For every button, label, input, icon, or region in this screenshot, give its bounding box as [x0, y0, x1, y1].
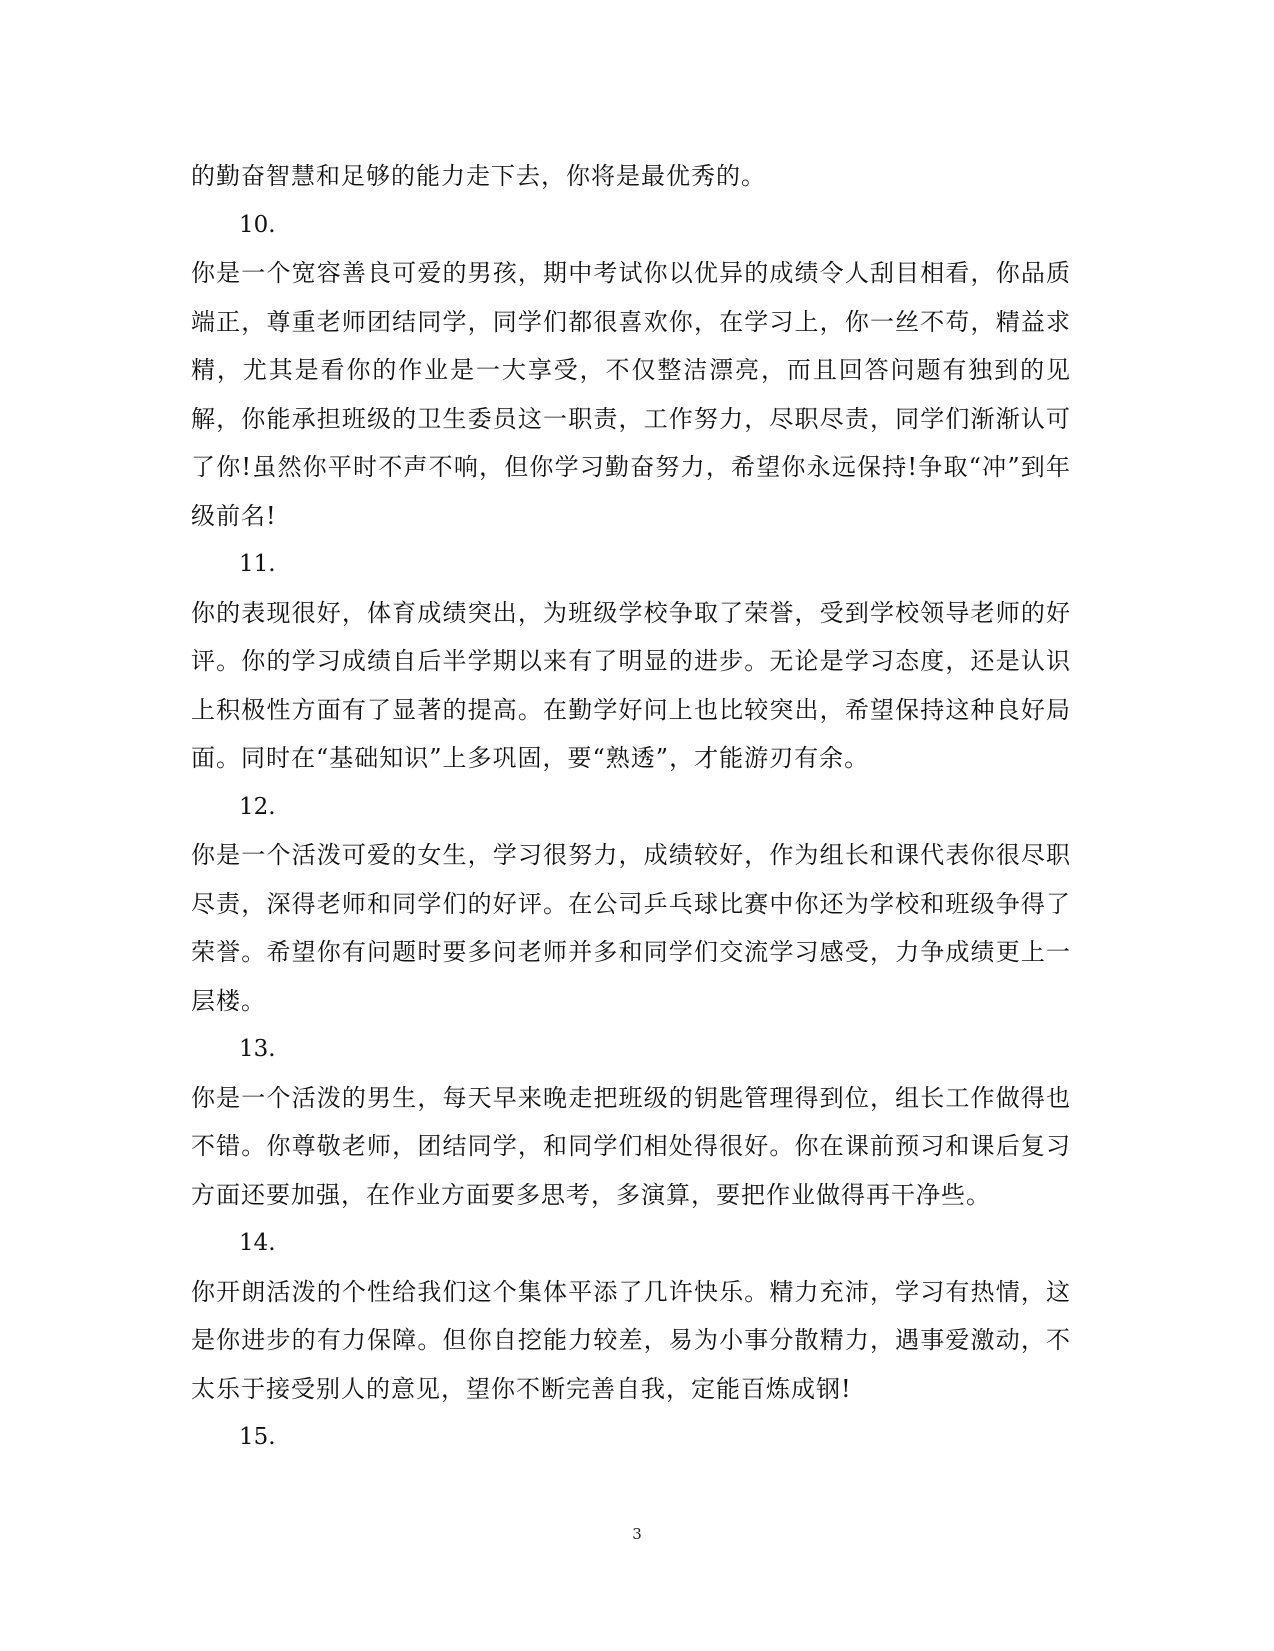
item-number-15: 15. — [239, 1424, 276, 1450]
item-number-10: 10. — [239, 211, 276, 238]
paragraph-item-12: 你是一个活泼可爱的女生，学习很努力，成绩较好，作为组长和课代表你很尽职尽责，深得老师和同学们的好评。在公司乒乓球比赛中你还为学校和班级争得了荣誉。希望你有问题时要多问老师并多和同学们交流学习感受，力争成绩更上一层楼。 — [191, 841, 1071, 1015]
paragraph-item-11: 你的表现很好，体育成绩突出，为班级学校争取了荣誉，受到学校领导老师的好评。你的学习成绩自后半学期以来有了明显的进步。无论是学习态度，还是认识上积极性方面有了显著的提高。在勤学好问上也比较突出，希望保持这种良好局面。同时在“基础知识”上多巩固，要“熟透”，才能游刃有余。 — [191, 598, 1071, 772]
paragraph-item-13: 你是一个活泼的男生，每天早来晚走把班级的钥匙管理得到位，组长工作做得也不错。你尊敬老师，团结同学，和同学们相处得很好。你在课前预习和课后复习方面还要加强，在作业方面要多思考，多演算，要把作业做得再干净些。 — [191, 1083, 1071, 1209]
item-number-14: 14. — [239, 1230, 276, 1256]
item-number-12: 12. — [239, 793, 276, 820]
item-number-11: 11. — [239, 551, 276, 577]
paragraph-item-14: 你开朗活泼的个性给我们这个集体平添了几许快乐。精力充沛，学习有热情，这是你进步的有力保障。但你自挖能力较差，易为小事分散精力，遇事爱激动，不太乐于接受别人的意见，望你不断完善自我，定能百炼成钢! — [191, 1277, 1071, 1403]
document-body — [191, 152, 1071, 1462]
paragraph-continuation: 的勤奋智慧和足够的能力走下去，你将是最优秀的。 — [191, 162, 766, 190]
paragraph-item-10: 你是一个宽容善良可爱的男孩，期中考试你以优异的成绩令人刮目相看，你品质端正，尊重老师团结同学，同学们都很喜欢你，在学习上，你一丝不苟，精益求精，尤其是看你的作业是一大享受，不仅整洁漂亮，而且回答问题有独到的见解，你能承担班级的卫生委员这一职责，工作努力，尽职尽责，同学们渐渐认可了你!虽然你平时不声不响，但你学习勤奋努力，希望你永远保持!争取“冲”到年级前名! — [191, 259, 1071, 530]
item-number-13: 13. — [239, 1036, 276, 1062]
page-number: 3 — [632, 1525, 642, 1543]
